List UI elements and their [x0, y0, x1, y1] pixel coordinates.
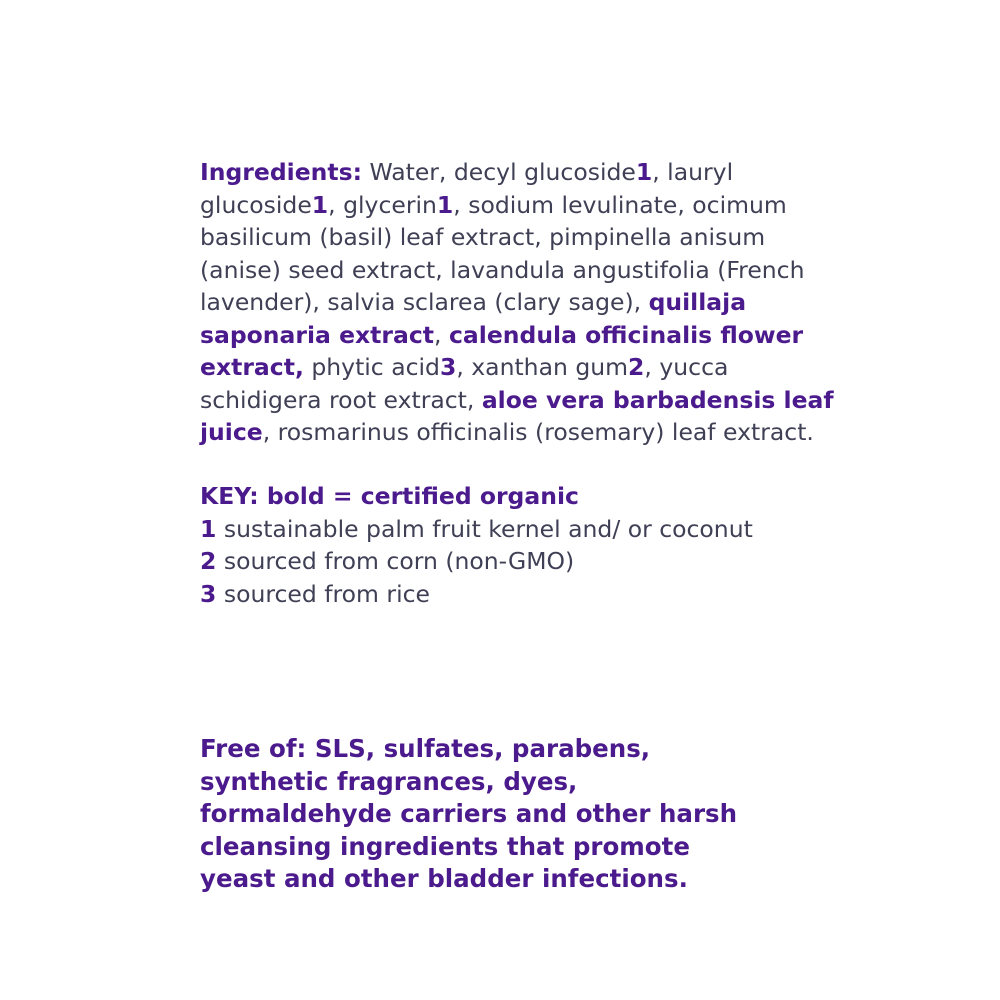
ingredient-segment: , yucca schidigera root extract,	[200, 353, 729, 414]
key-text: sourced from rice	[216, 579, 430, 608]
footnote-marker: 1	[436, 190, 454, 219]
key-item-palm	[200, 513, 840, 546]
footnote-marker: 2	[628, 353, 645, 381]
key-number: 1	[200, 514, 217, 543]
organic-ingredient: aloe vera barbadensis leaf juice	[200, 385, 834, 446]
footnote-marker: 1	[635, 158, 653, 186]
ingredients-label: Ingredients:	[200, 158, 362, 186]
ingredient-segment: , sodium levulinate, ocimum basilicum (basil) leaf extract, pimpinella anisum (anise) seed extract, lavandula angustifolia (French lavender), salvia sclarea (clary sage),	[200, 190, 805, 316]
key-text: sustainable palm fruit kernel and/ or coconut	[216, 514, 753, 543]
organic-ingredient: calendula officinalis flower extract,	[200, 320, 804, 381]
key-number: 2	[200, 547, 217, 575]
ingredient-segment: , glycerin	[328, 190, 437, 219]
ingredient-segment: , xanthan gum	[456, 353, 629, 381]
free-of-statement: Free of: SLS, sulfates, parabens, synthetic fragrances, dyes, formaldehyde carriers and other harsh cleansing ingredients that promote yeast and other bladder infections.	[200, 734, 738, 893]
organic-ingredient: quillaja saponaria extract	[200, 288, 747, 349]
footnote-marker: 3	[439, 353, 457, 381]
ingredients-paragraph	[200, 156, 840, 449]
ingredient-segment: , lauryl glucoside	[200, 158, 734, 219]
key-legend	[200, 480, 840, 610]
key-item-rice	[200, 578, 840, 611]
key-number: 3	[200, 579, 217, 608]
ingredient-segment: , rosmarinus officinalis (rosemary) leaf extract.	[262, 418, 814, 446]
ingredient-segment: Water, decyl glucoside	[362, 158, 636, 186]
footnote-marker: 1	[311, 190, 329, 219]
key-item-corn	[200, 545, 840, 578]
key-title: KEY: bold = certified organic	[200, 482, 579, 510]
key-text: sourced from corn (non-GMO)	[216, 547, 575, 575]
ingredient-segment: ,	[434, 320, 449, 349]
ingredient-segment: phytic acid	[303, 353, 440, 381]
